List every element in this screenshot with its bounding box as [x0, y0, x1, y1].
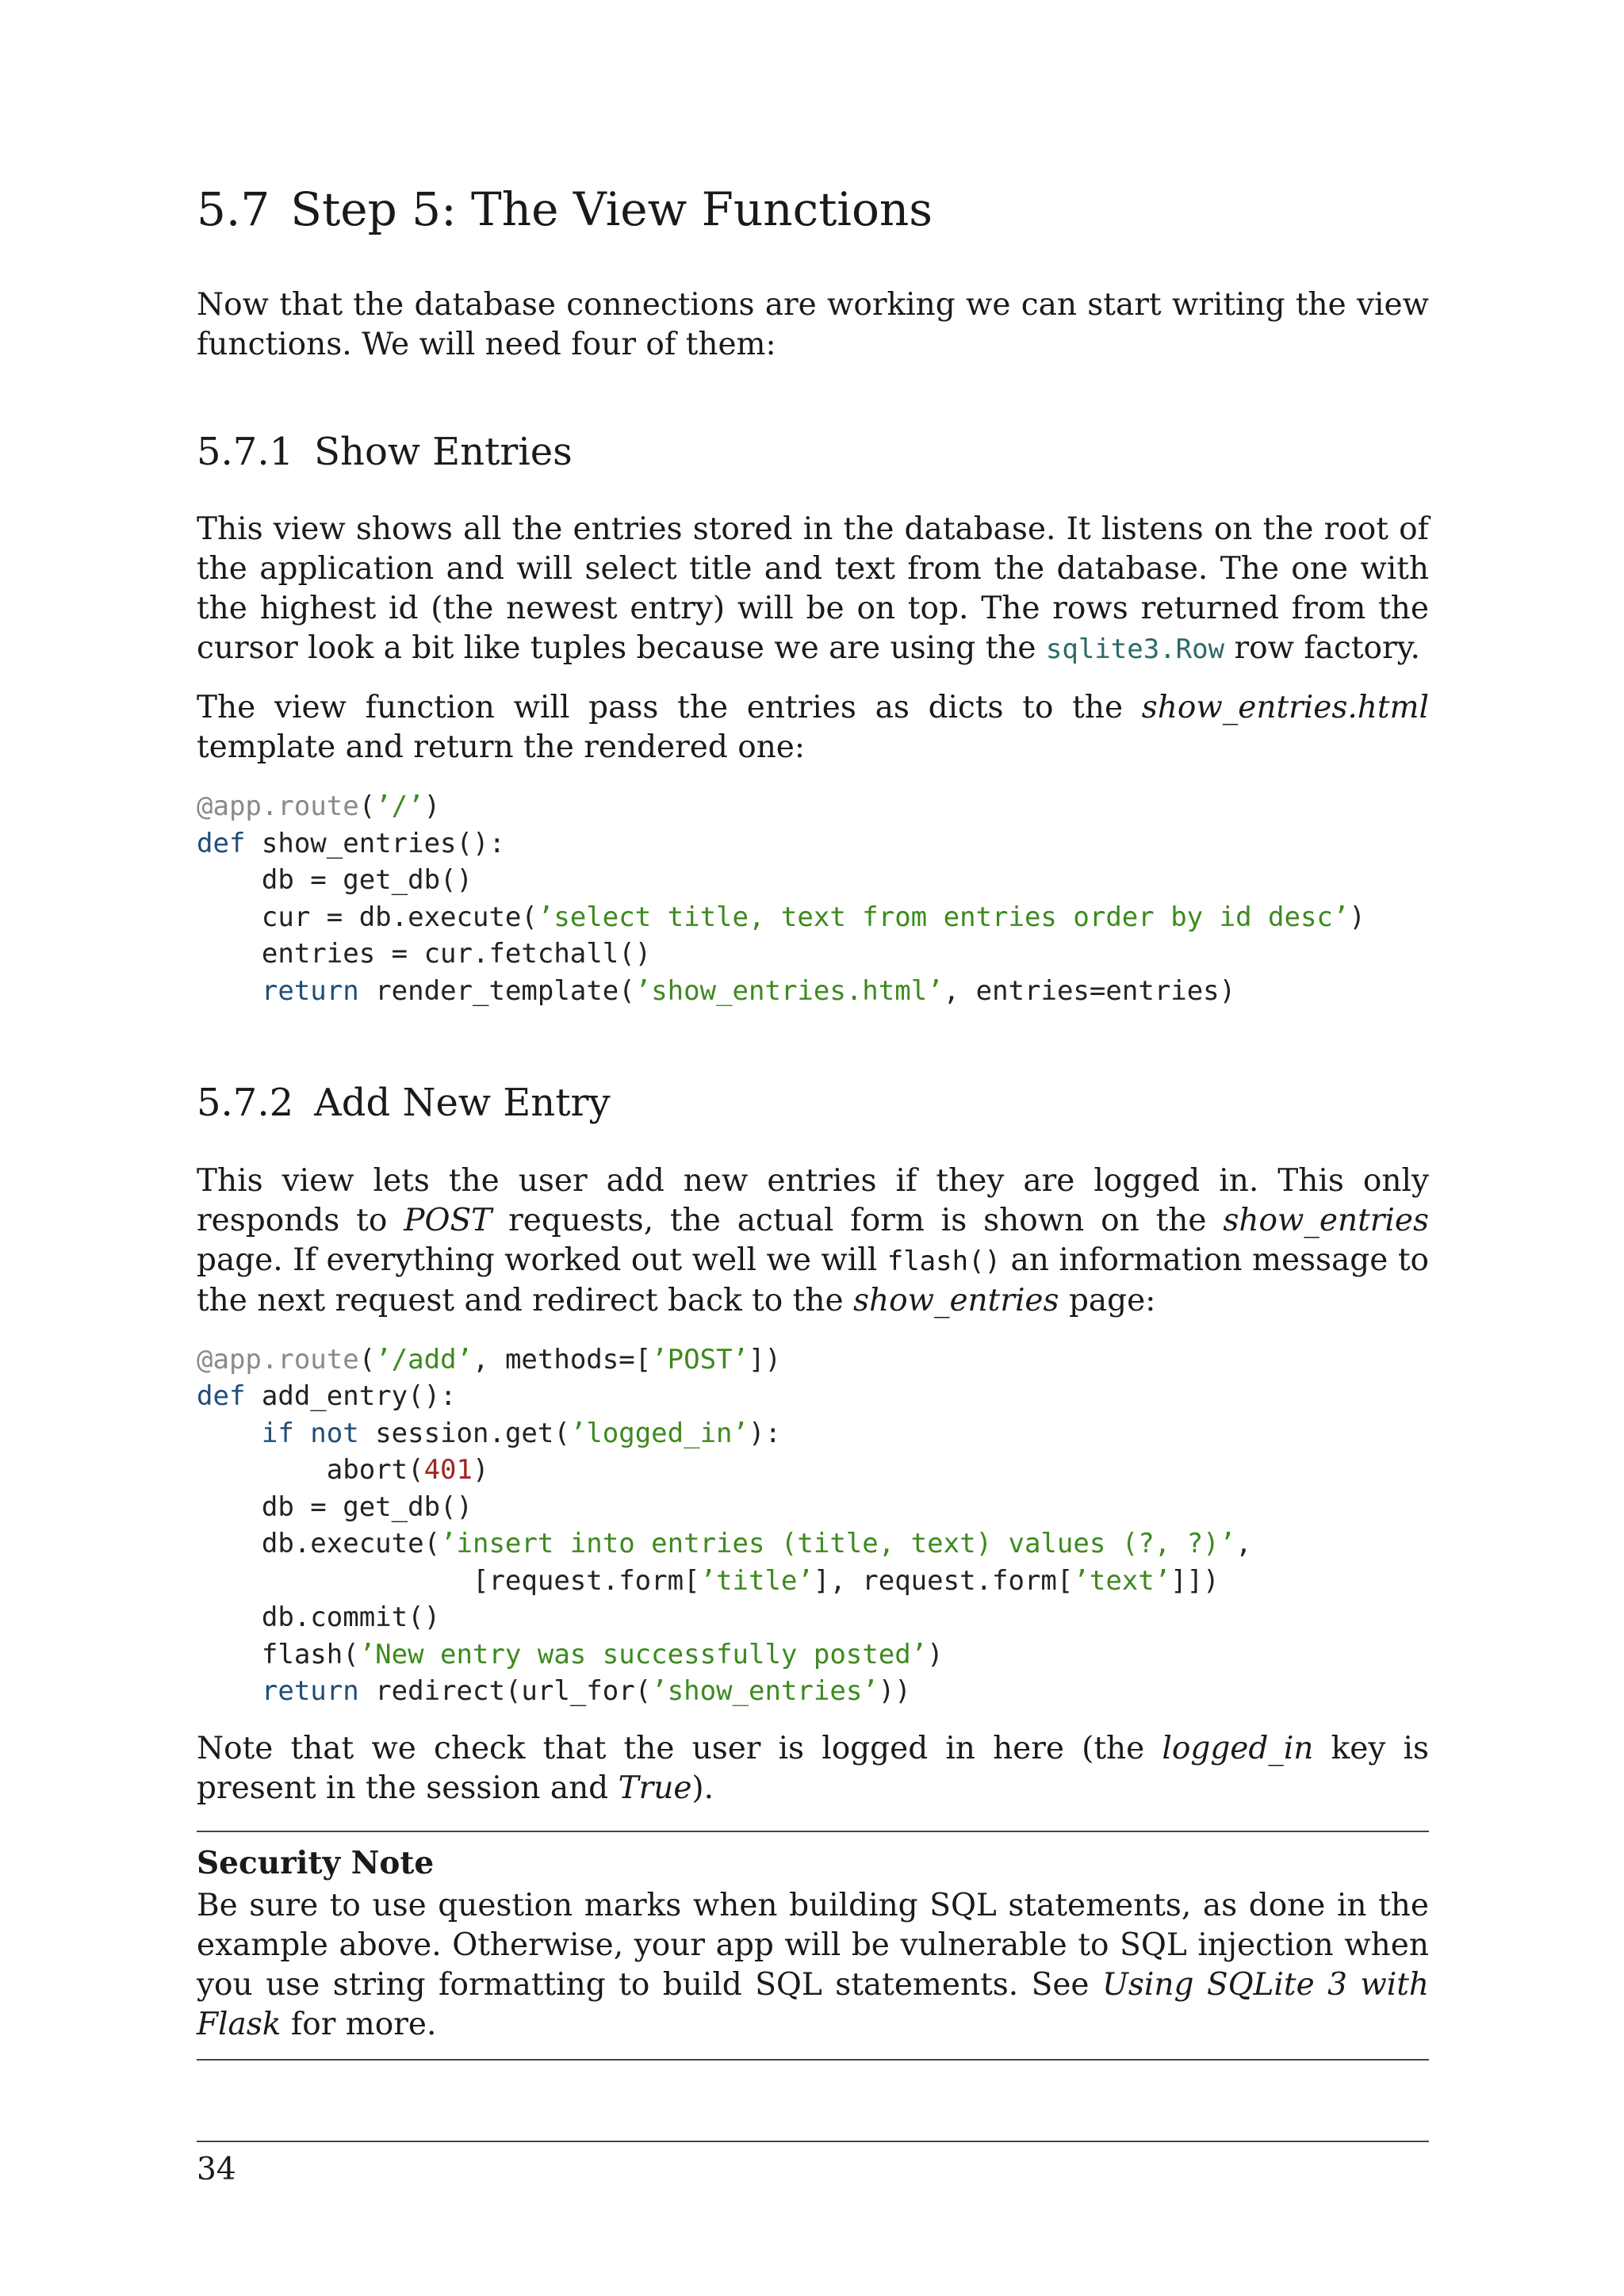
code-decorator: @app.route: [197, 1343, 359, 1376]
code-text: redirect(url_for(: [358, 1675, 652, 1708]
code-text: ): [423, 790, 441, 823]
text-run: Be sure to use question marks when building SQL statements, as done in the example above. Otherwise, your app will be vulnerable to SQL injection when you use string formatting to build SQL statements. See: [197, 1887, 1429, 2003]
subsection-number: 5.7.2: [197, 1081, 294, 1126]
code-text: , entries=entries): [943, 974, 1236, 1007]
code-text: ): [927, 1638, 944, 1670]
section-title: Step 5: The View Functions: [290, 182, 933, 236]
text-run: requests, the actual form is shown on the: [508, 1202, 1207, 1238]
code-text: abort(: [197, 1454, 424, 1487]
code-text: db = get_db(): [197, 1490, 473, 1523]
code-string: ’show_entries’: [651, 1675, 879, 1708]
code-string: ’/add’: [375, 1343, 473, 1376]
code-text: add_entry():: [245, 1380, 457, 1413]
code-text: ):: [749, 1417, 781, 1449]
code-string: ’insert into entries (title, text) values (?, ?)’: [440, 1528, 1236, 1560]
code-keyword: return: [261, 974, 359, 1007]
subsection-heading-add-entry: [197, 1081, 1429, 1127]
code-text: ]]): [1170, 1564, 1220, 1597]
code-text: session.get(: [358, 1417, 570, 1449]
code-text: db = get_db(): [197, 864, 473, 897]
code-string: ’show_entries.html’: [634, 974, 944, 1007]
code-indent: [197, 1675, 262, 1707]
code-keyword: if not: [261, 1417, 359, 1449]
code-text: db.commit(): [197, 1601, 441, 1634]
security-note-title: Security Note: [197, 1844, 435, 1881]
emphasis-true: True: [618, 1770, 692, 1806]
code-keyword: def: [197, 827, 246, 859]
emphasis-filename: show_entries.html: [1141, 690, 1429, 726]
inline-code-flash[interactable]: flash(): [887, 1245, 1002, 1277]
code-text: entries = cur.fetchall(): [197, 938, 652, 970]
code-text: ): [1349, 901, 1365, 933]
code-text: cur = db.execute(: [197, 901, 538, 933]
code-text: ], request.form[: [813, 1564, 1074, 1597]
emphasis-show-entries: show_entries: [1223, 1202, 1429, 1238]
code-text: ]): [749, 1343, 781, 1376]
text-run: ).: [691, 1770, 714, 1806]
code-keyword: def: [197, 1380, 246, 1413]
code-text: ): [473, 1454, 489, 1487]
text-run: This view shows all the entries stored in the database. It listens on the root of the application and will select title and text from the database. The one with the highest id (the newest entry) will be on top. The rows returned from the cursor look a bit like tuples because we are using the: [197, 511, 1429, 667]
text-run: key is present in the session and: [197, 1730, 1429, 1806]
section-heading: [197, 182, 1429, 238]
text-run: page:: [1068, 1282, 1156, 1318]
code-text: render_template(: [358, 974, 635, 1007]
security-note: [197, 1831, 1429, 2061]
add-entry-paragraph-2: [197, 1729, 1429, 1808]
code-text: flash(: [197, 1638, 359, 1670]
section-number: 5.7: [197, 182, 270, 236]
text-run: for more.: [290, 2006, 437, 2042]
footer-divider: [197, 2141, 1429, 2142]
page-number: 34: [197, 2152, 236, 2187]
emphasis-show-entries: show_entries: [852, 1282, 1059, 1318]
text-run: This view lets the user add new entries if they are logged in. This only responds to: [197, 1162, 1429, 1238]
code-string: ’POST’: [651, 1343, 749, 1376]
intro-paragraph: Now that the database connections are working we can start writing the view functions. We will need four of them:: [197, 286, 1429, 362]
add-entry-paragraph-1: [197, 1161, 1429, 1321]
code-text: ,: [1235, 1528, 1252, 1560]
text-run: page. If everything worked out well we will: [197, 1242, 878, 1278]
inline-code-sqlite3-row[interactable]: sqlite3.Row: [1045, 633, 1225, 666]
link-using-sqlite3-with-flask[interactable]: Using SQLite 3 with Flask: [197, 1966, 1429, 2042]
code-string: ’/’: [375, 790, 424, 823]
code-keyword: return: [261, 1675, 359, 1708]
code-text: show_entries():: [245, 827, 505, 859]
code-indent: [197, 1418, 262, 1449]
text-run: row factory.: [1234, 630, 1420, 667]
subsection-title: Show Entries: [314, 429, 573, 474]
code-string: ’text’: [1073, 1564, 1171, 1597]
emphasis-post: POST: [404, 1202, 492, 1238]
text-run: The view function will pass the entries as dicts to the: [197, 690, 1124, 726]
code-text: [request.form[: [197, 1564, 700, 1597]
code-text: db.execute(: [197, 1528, 441, 1560]
emphasis-logged-in: logged_in: [1162, 1730, 1314, 1766]
code-string: ’logged_in’: [569, 1417, 749, 1449]
code-indent: [197, 975, 262, 1007]
code-string: ’title’: [699, 1564, 814, 1597]
subsection-number: 5.7.1: [197, 429, 294, 474]
show-entries-paragraph-2: [197, 688, 1429, 767]
code-text: (: [358, 790, 376, 823]
code-block-show-entries: [197, 788, 1429, 1009]
security-note-text: [197, 1886, 1429, 2045]
text-run: template and return the rendered one:: [197, 729, 806, 766]
code-block-add-entry: [197, 1341, 1429, 1710]
code-text: )): [878, 1675, 911, 1708]
code-number: 401: [423, 1454, 473, 1487]
code-decorator: @app.route: [197, 790, 359, 823]
code-text: (: [358, 1343, 376, 1376]
code-string: ’New entry was successfully posted’: [358, 1638, 928, 1670]
subsection-title: Add New Entry: [314, 1081, 611, 1126]
document-page: [197, 182, 1429, 2061]
text-run: an information message to the next request and redirect back to the: [197, 1242, 1429, 1318]
text-run: Note that we check that the user is logged in here (the: [197, 1730, 1145, 1766]
show-entries-paragraph-1: [197, 510, 1429, 669]
code-text: , methods=[: [473, 1343, 652, 1376]
code-string: ’select title, text from entries order by id desc’: [537, 901, 1350, 933]
subsection-heading-show-entries: [197, 430, 1429, 476]
